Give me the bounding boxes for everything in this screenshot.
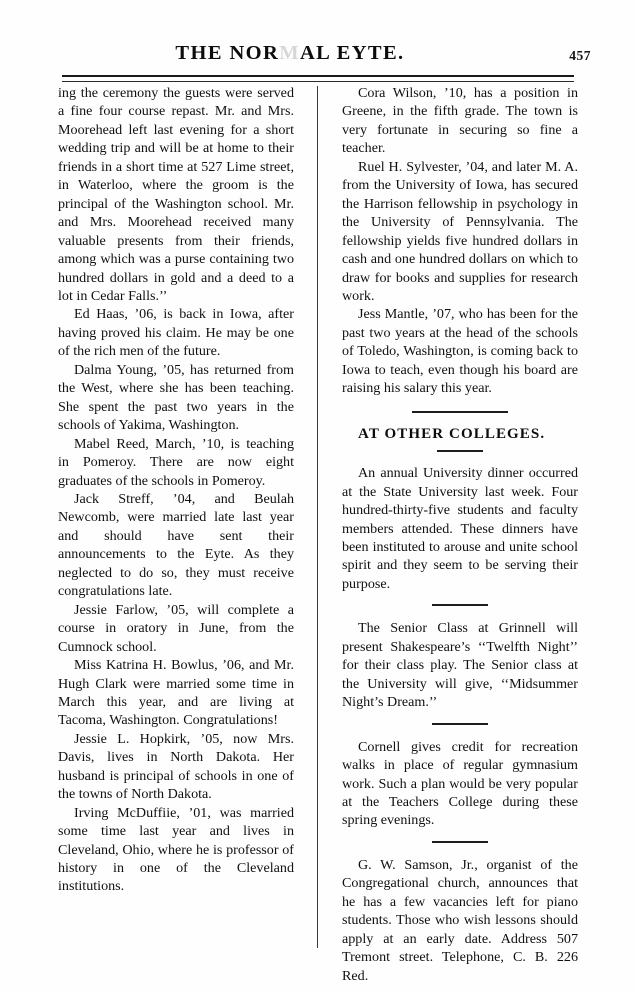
left-column xyxy=(58,84,294,896)
paragraph-moorehead-wedding-continuation: ing the ceremony the guests were served a fine four course repast. Mr. and Mrs. Moorehead left last evening for a short wedding trip and will be at home to their friends in a short time at 527 Lime street, in Waterloo, where the groom is the principal of the Washington school. Mr. and Mrs. Moorehead received many valuable presents from their friends, among which was a purse containing two hundred dollars in gold and a deed to a lot in Cedar Falls.’’ xyxy=(58,85,294,304)
paragraph-cornell-recreation-walks-item: Cornell gives credit for recreation walks in place of regular gymnasium work. Such a plan would be very popular at the Teachers College during these spring evenings. xyxy=(342,738,578,829)
header-divider-rule xyxy=(62,75,574,82)
paragraph-ed-haas-item: Ed Haas, ’06, is back in Iowa, after having proved his claim. He may be one of the rich men of the future. xyxy=(58,306,294,360)
two-column-body xyxy=(58,84,578,984)
item-separator xyxy=(342,712,578,738)
page-title-part-after: AL EYTE. xyxy=(299,42,405,64)
paragraph-dalma-young-item: Dalma Young, ’05, has returned from the West, where she has been teaching. She spent the past two years in the schools of Yakima, Washington. xyxy=(58,361,294,434)
page-number: 457 xyxy=(569,48,591,63)
paragraph-jess-mantle-item: Jess Mantle, ’07, who has been for the past two years at the head of the schools of Toledo, Washington, is coming back to Iowa to teach, even though his board are raising his salary this year. xyxy=(342,306,578,397)
item-separator xyxy=(342,830,578,856)
paragraph-ruel-sylvester-item: Ruel H. Sylvester, ’04, and later M. A. from the University of Iowa, has secured the Harrison fellowship in psychology in the University of Pennsylvania. The fellowship yields five hundred dollars in cash and one hundred dollars on which to draw for books and supplies for research work. xyxy=(342,158,578,304)
running-head xyxy=(0,42,635,72)
paragraph-cora-wilson-item: Cora Wilson, ’10, has a position in Greene, in the fifth grade. The town is very fortunate in securing so fine a teacher. xyxy=(342,85,578,157)
paragraph-gw-samson-organist-item: G. W. Samson, Jr., organist of the Congregational church, announces that he has a few vacancies left for piano students. Those who wish lessons should apply at an early date. Address 507 Tremont street. Telephone, C. B. 226 Red. xyxy=(342,856,578,984)
page-title-faded-letter: M xyxy=(279,42,300,64)
horizontal-rule xyxy=(437,450,483,452)
horizontal-rule xyxy=(432,841,488,843)
item-separator xyxy=(342,593,578,619)
column-divider-rule xyxy=(317,86,318,948)
paragraph-university-dinner-item: An annual University dinner occurred at the State University last week. Four hundred-thirty-five students and faculty members attended. These dinners have been instituted to arouse and unite school spirit and they seem to be serving their purpose. xyxy=(342,465,578,592)
paragraph-mabel-reed-item: Mabel Reed, March, ’10, is teaching in Pomeroy. There are now eight graduates of the schools in Pomeroy. xyxy=(58,435,294,489)
paragraph-jessie-farlow-item: Jessie Farlow, ’05, will complete a course in oratory in June, from the Cumnock school. xyxy=(58,601,294,655)
paragraph-jessie-hopkirk-item: Jessie L. Hopkirk, ’05, now Mrs. Davis, lives in North Dakota. Her husband is principal of schools in one of the towns of North Dakota. xyxy=(58,730,294,803)
horizontal-rule xyxy=(432,723,488,725)
paragraph-grinnell-class-play-item: The Senior Class at Grinnell will present Shakespeare’s ‘‘Twelfth Night’’ for their class play. The Senior class at the University will give, ‘‘Midsummer Night’s Dream.’’ xyxy=(342,620,578,711)
spacer xyxy=(342,443,578,450)
page-title-part-before: THE NOR xyxy=(175,42,280,64)
paragraph-katrina-bowlus-item: Miss Katrina H. Bowlus, ’06, and Mr. Hugh Clark were married some time in March this year, and are living at Tacoma, Washington. Congratulations! xyxy=(58,657,294,729)
page-title xyxy=(0,42,580,65)
spacer xyxy=(342,452,578,464)
paragraph-jack-streff-item: Jack Streff, ’04, and Beulah Newcomb, were married late last year and should have sent their announcements to the Eyte. As they neglected to do so, they must receive congratulations late. xyxy=(58,490,294,600)
spacer xyxy=(342,413,578,425)
spacer xyxy=(342,398,578,411)
horizontal-rule xyxy=(432,604,488,606)
section-heading: AT OTHER COLLEGES. xyxy=(358,425,546,442)
paragraph-irving-mcduffiie-item: Irving McDuffiie, ’01, was married some time last year and lives in Cleveland, Ohio, where he is professor of history in one of the Cleveland institutions. xyxy=(58,804,294,895)
horizontal-rule xyxy=(412,411,508,413)
right-column xyxy=(342,84,578,985)
